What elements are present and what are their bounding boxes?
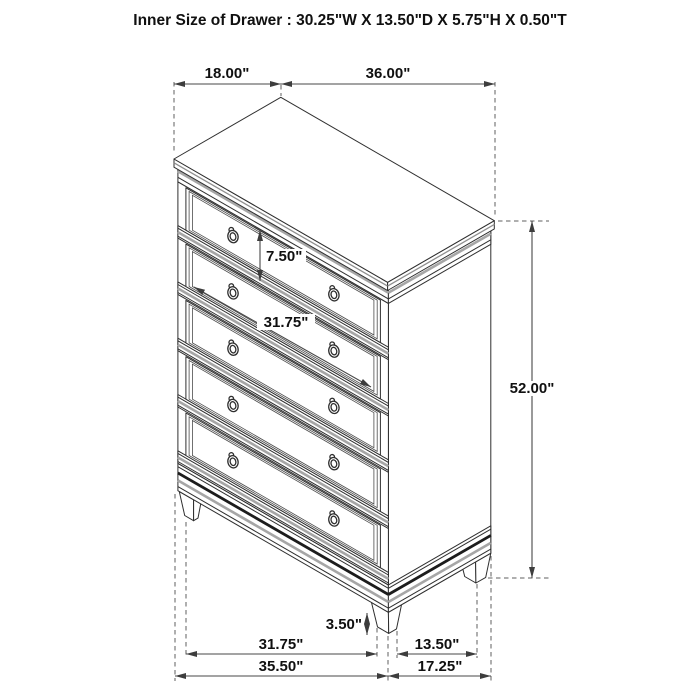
dim-label-foot-height: 3.50": [325, 616, 362, 633]
dim-label-overall-depth: 17.25": [417, 658, 463, 675]
dim-overall-height: [488, 221, 556, 578]
dim-label-top-depth: 18.00": [204, 65, 250, 82]
diagram-title: Inner Size of Drawer : 30.25"W X 13.50"D X 5.75"H X 0.50"T: [133, 12, 567, 29]
dim-label-foot-span-width: 31.75": [258, 636, 304, 653]
dim-label-overall-height: 52.00": [509, 380, 555, 397]
dim-label-foot-span-depth: 13.50": [414, 636, 460, 653]
dim-label-overall-width: 35.50": [258, 658, 304, 675]
dim-label-drawer-spacing: 7.50": [266, 248, 303, 265]
dim-foot-height: [317, 613, 367, 635]
chest-drawing: [174, 97, 494, 633]
dim-label-drawer-front-width: 31.75": [263, 314, 309, 331]
dim-label-top-width: 36.00": [365, 65, 411, 82]
